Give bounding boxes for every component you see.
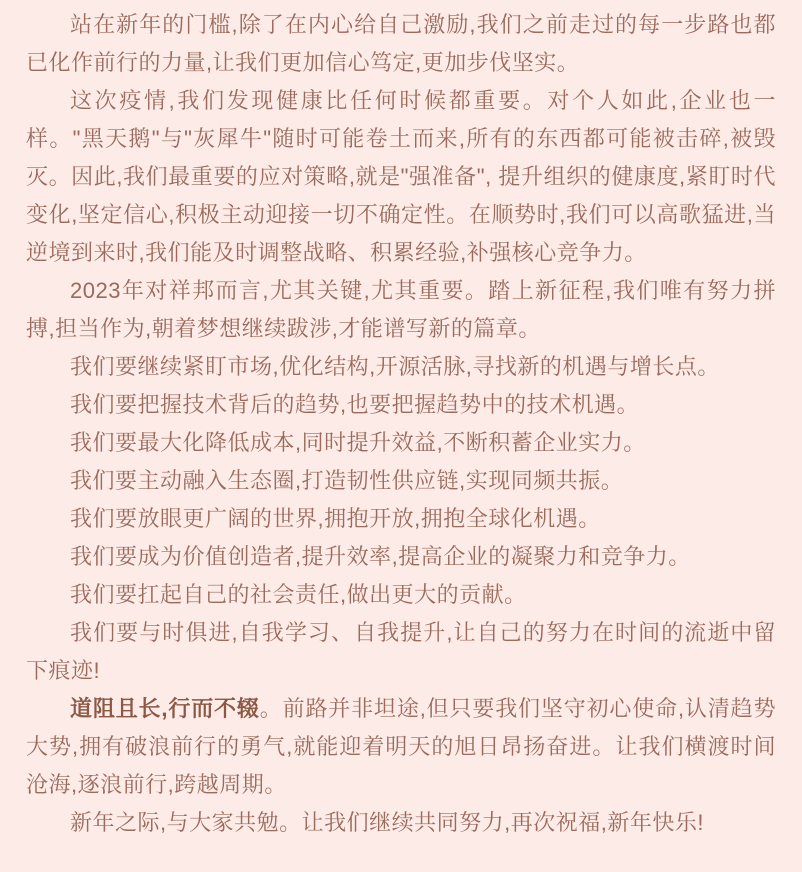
paragraph: 我们要放眼更广阔的世界,拥抱开放,拥抱全球化机遇。 [70, 506, 601, 531]
paragraph-bold-lead: 道阻且长,行而不辍 [70, 696, 260, 721]
paragraph: 我们要把握技术背后的趋势,也要把握趋势中的技术机遇。 [70, 392, 640, 417]
paragraph: 道阻且长,行而不辍。前路并非坦途,但只要我们坚守初心使命,认清趋势大势,拥有破浪前行的勇气,就能迎着明天的旭日昂扬奋进。让我们横渡时间沧海,逐浪前行,跨越周期。 [26, 696, 776, 797]
paragraph: 我们要扛起自己的社会责任,做出更大的贡献。 [70, 582, 527, 607]
paragraph: 这次疫情,我们发现健康比任何时候都重要。对个人如此,企业也一样。"黑天鹅"与"灰犀牛"随时可能卷土而来,所有的东西都可能被击碎,被毁灭。因此,我们最重要的应对策略,就是"强准备", 提升组织的健康度,紧盯时代变化,坚定信心,积极主动迎接一切不确定性。在顺势时,我们可以高歌猛进,当逆境到来时,我们能及时调整战略、积累经验,补强核心竞争力。 [26, 88, 776, 265]
paragraph: 2023年对祥邦而言,尤其关键,尤其重要。踏上新征程,我们唯有努力拼搏,担当作为,朝着梦想继续跋涉,才能谱写新的篇章。 [26, 278, 776, 341]
paragraph: 我们要继续紧盯市场,优化结构,开源活脉,寻找新的机遇与增长点。 [70, 354, 720, 379]
paragraph: 我们要与时俱进,自我学习、自我提升,让自己的努力在时间的流逝中留下痕迹! [26, 620, 776, 683]
paragraph: 新年之际,与大家共勉。让我们继续共同努力,再次祝福,新年快乐! [70, 810, 704, 835]
paragraph: 站在新年的门槛,除了在内心给自己激励,我们之前走过的每一步路也都已化作前行的力量,让我们更加信心笃定,更加步伐坚实。 [26, 12, 776, 75]
paragraph: 我们要最大化降低成本,同时提升效益,不断积蓄企业实力。 [70, 430, 646, 455]
paragraph: 我们要成为价值创造者,提升效率,提高企业的凝聚力和竞争力。 [70, 544, 691, 569]
paragraph: 我们要主动融入生态圈,打造韧性供应链,实现同频共振。 [70, 468, 624, 493]
